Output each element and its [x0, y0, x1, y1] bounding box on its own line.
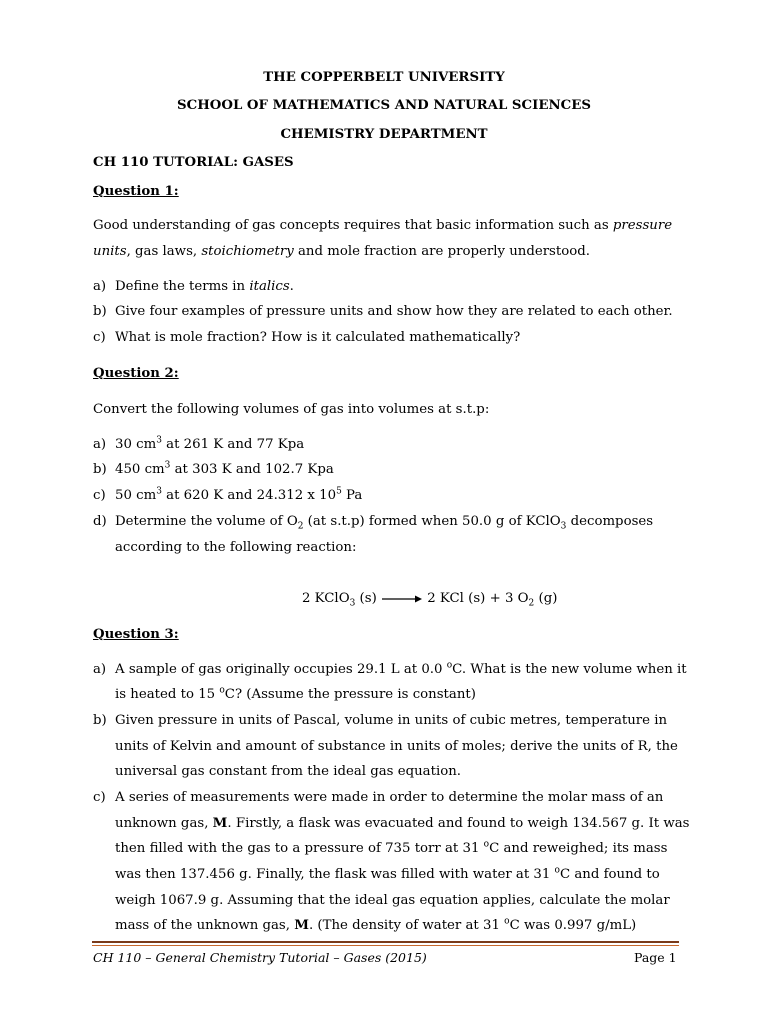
department-title: CHEMISTRY DEPARTMENT — [280, 127, 488, 142]
reaction-arrow-icon — [381, 594, 423, 604]
footer-rule-thin — [92, 945, 679, 946]
school-title: SCHOOL OF MATHEMATICS AND NATURAL SCIENCES — [177, 98, 591, 113]
q3-item-a-line-2: is heated to 15 $^o$C? (Assume the pressure is constant) — [115, 685, 476, 702]
university-title: THE COPPERBELT UNIVERSITY — [263, 70, 505, 85]
page-number: Page 1 — [634, 950, 677, 965]
q2-item-d-line-2: according to the following reaction: — [115, 540, 357, 555]
question-2-heading: Question 2: — [93, 366, 179, 381]
q3-item-c-line-2: unknown gas, M. Firstly, a flask was evacuated and found to weigh 134.567 g. It was — [115, 816, 690, 831]
q3-item-c-line-3: then filled with the gas to a pressure of 735 torr at 31 $^o$C and reweighed; its mass — [115, 839, 668, 856]
q1-intro-line-2: units, gas laws, stoichiometry and mole fraction are properly understood. — [93, 244, 590, 259]
footer-title: CH 110 – General Chemistry Tutorial – Gases (2015) — [93, 950, 427, 965]
q3-item-c-line-5: weigh 1067.9 g. Assuming that the ideal gas equation applies, calculate the molar — [115, 893, 670, 908]
q3-item-b-line-3: universal gas constant from the ideal gas equation. — [115, 764, 461, 779]
reaction-equation: 2 KClO$_3$ (s) 2 KCl (s) + 3 $O_2$ (g) — [302, 591, 558, 609]
tutorial-title: CH 110 TUTORIAL: GASES — [93, 155, 294, 170]
q3-item-c-line-6: mass of the unknown gas, M. (The density of water at 31 $^o$C was 0.997 g/mL) — [115, 916, 637, 933]
q2-intro: Convert the following volumes of gas into volumes at s.t.p: — [93, 402, 490, 417]
q1-intro-line-1: Good understanding of gas concepts requires that basic information such as pressure — [93, 218, 673, 233]
question-1-heading: Question 1: — [93, 184, 179, 199]
q3-item-c-line-4: was then 137.456 g. Finally, the flask was filled with water at 31 $^o$C and found to — [115, 865, 660, 882]
question-3-heading: Question 3: — [93, 627, 179, 642]
q3-item-b-line-2: units of Kelvin and amount of substance in units of moles; derive the units of R, the — [115, 739, 678, 754]
footer-rule-thick — [92, 941, 679, 943]
